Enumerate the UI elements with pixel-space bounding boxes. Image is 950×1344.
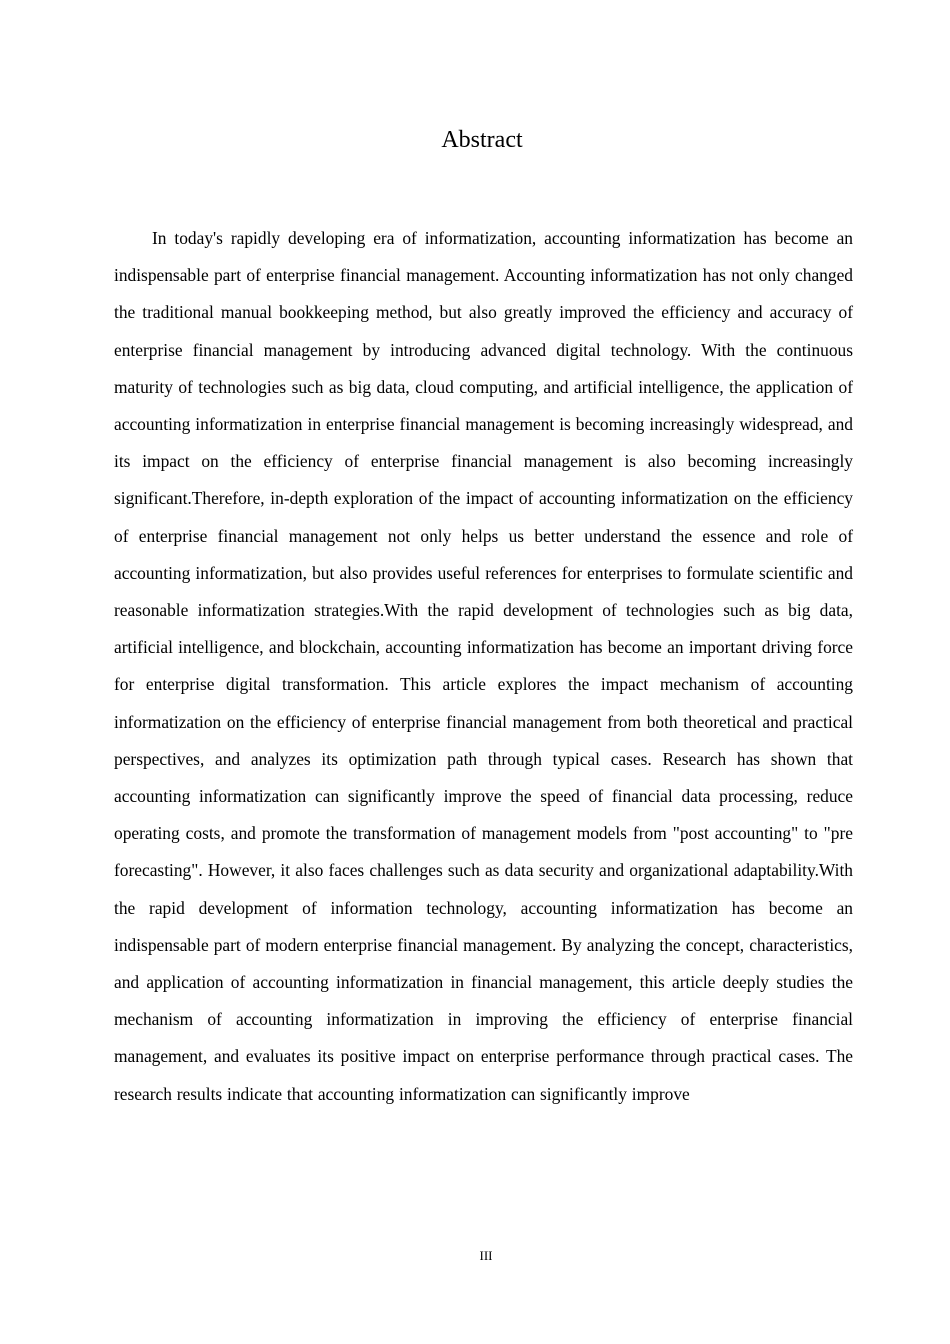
page-number: III bbox=[479, 1248, 493, 1263]
abstract-body-paragraph: In today's rapidly developing era of informatization, accounting informatization has become an indispensable part of enterprise financial management. Accounting informatization has not only changed the traditional manual bookkeeping method, but also greatly improved the efficiency and accuracy of enterprise financial management by introducing advanced digital technology. With the continuous maturity of technologies such as big data, cloud computing, and artificial intelligence, the application of accounting informatization in enterprise financial management is becoming increasingly widespread, and its impact on the efficiency of enterprise financial management is also becoming increasingly significant.Therefore, in-depth exploration of the impact of accounting informatization on the efficiency of enterprise financial management not only helps us better understand the essence and role of accounting informatization, but also provides useful references for enterprises to formulate scientific and reasonable informatization strategies.With the rapid development of technologies such as big data, artificial intelligence, and blockchain, accounting informatization has become an important driving force for enterprise digital transformation. This article explores the impact mechanism of accounting informatization on the efficiency of enterprise financial management from both theoretical and practical perspectives, and analyzes its optimization path through typical cases. Research has shown that accounting informatization can significantly improve the speed of financial data processing, reduce operating costs, and promote the transformation of management models from "post accounting" to "pre forecasting". However, it also faces challenges such as data security and organizational adaptability.With the rapid development of information technology, accounting informatization has become an indispensable part of modern enterprise financial management. By analyzing the concept, characteristics, and application of accounting informatization in financial management, this article deeply studies the mechanism of accounting informatization in improving the efficiency of enterprise financial management, and evaluates its positive impact on enterprise performance through practical cases. The research results indicate that accounting informatization can significantly improve bbox=[114, 228, 853, 1104]
abstract-title: Abstract bbox=[441, 127, 523, 153]
